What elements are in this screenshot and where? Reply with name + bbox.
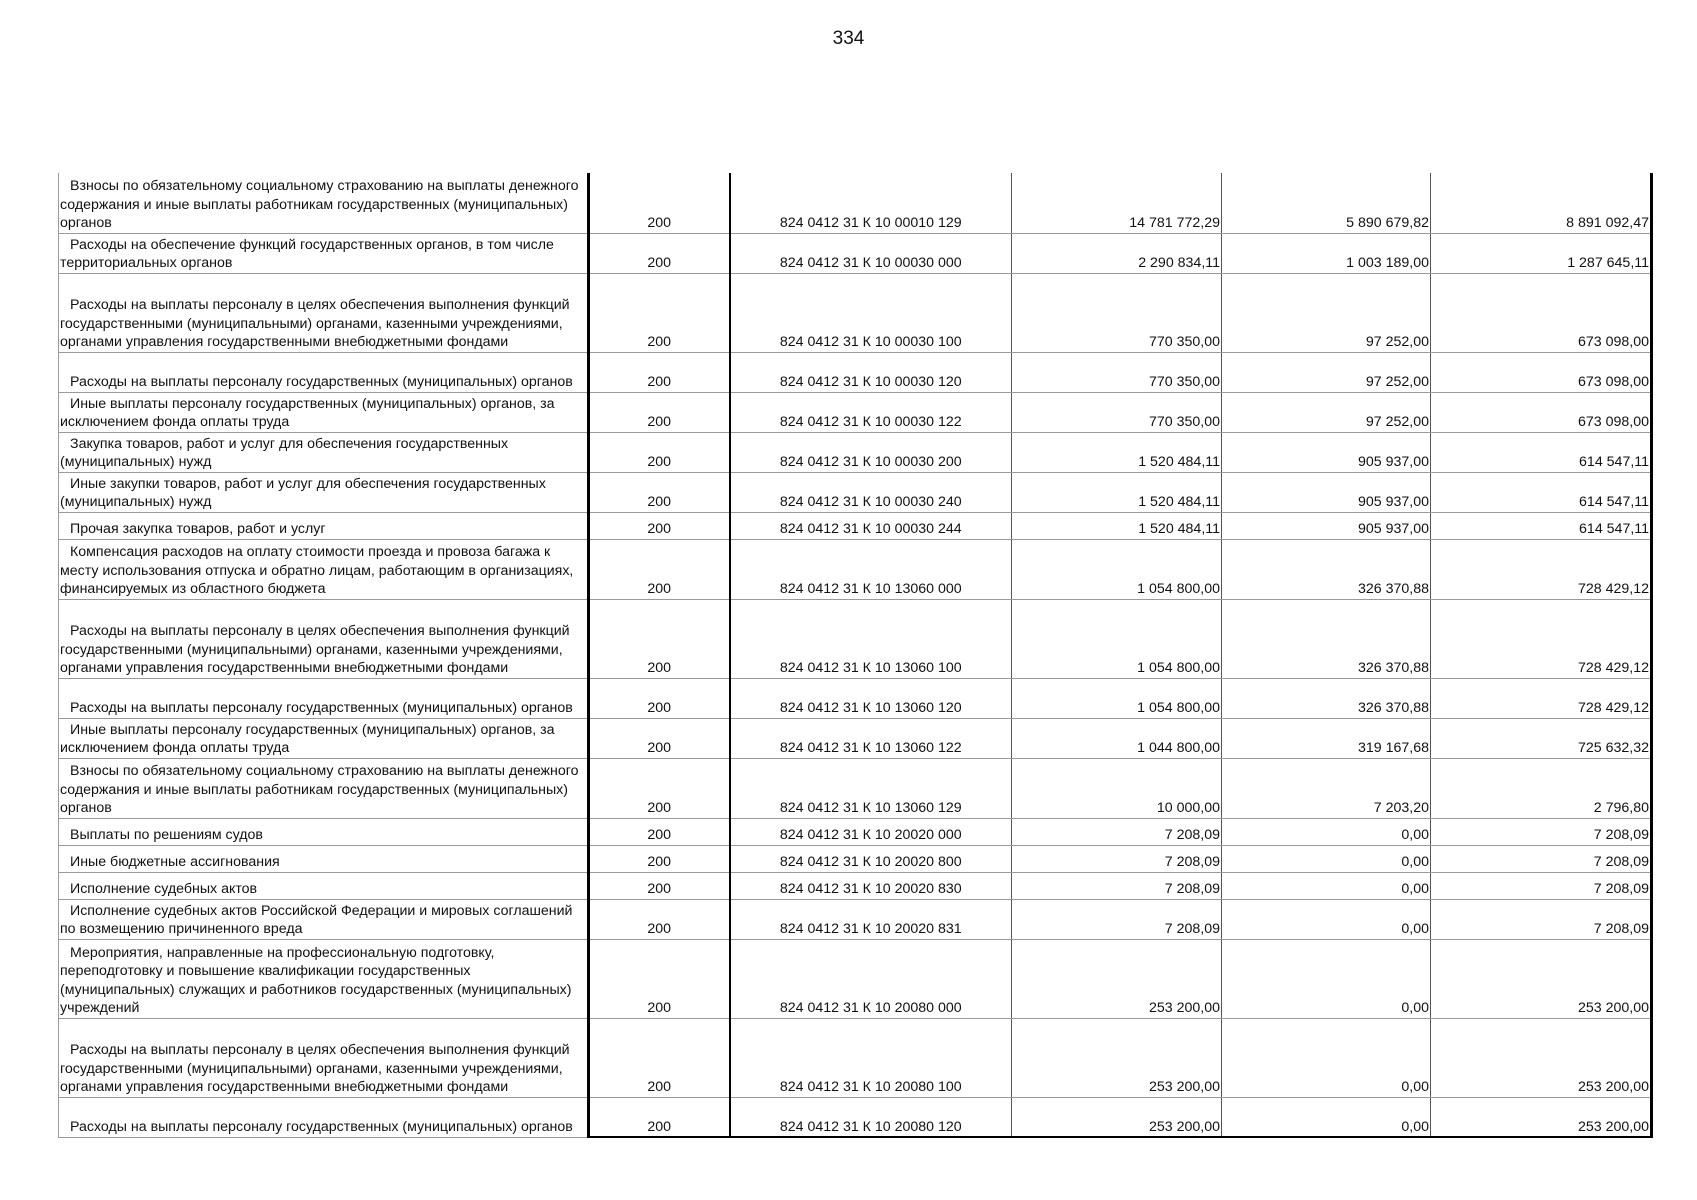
expense-name-text: Иные выплаты персоналу государственных (муниципальных) органов, за исключением фонда оплаты труда [60, 721, 555, 756]
expense-name-text: Расходы на выплаты персоналу государственных (муниципальных) органов [70, 374, 573, 390]
expense-name-text: Иные бюджетные ассигнования [70, 854, 280, 870]
line-code-cell: 200 [589, 899, 730, 939]
table-row [59, 818, 1652, 845]
unexecuted-amount-cell: 7 208,09 [1431, 899, 1652, 939]
expense-name-cell [59, 352, 589, 392]
line-code-cell: 200 [589, 939, 730, 1018]
budget-classification-code-cell: 824 0412 31 К 10 00030 244 [730, 512, 1012, 539]
budget-classification-code-cell: 824 0412 31 К 10 13060 129 [730, 758, 1012, 818]
unexecuted-amount-cell: 614 547,11 [1431, 472, 1652, 512]
budget-classification-code-cell: 824 0412 31 К 10 20080 100 [730, 1018, 1012, 1097]
executed-amount-cell: 905 937,00 [1222, 472, 1431, 512]
approved-amount-cell: 1 054 800,00 [1012, 599, 1222, 678]
table-row [59, 173, 1652, 233]
expense-name-text: Прочая закупка товаров, работ и услуг [70, 521, 326, 537]
executed-amount-cell: 0,00 [1222, 899, 1431, 939]
table-body [59, 173, 1652, 1137]
unexecuted-amount-cell: 728 429,12 [1431, 678, 1652, 718]
executed-amount-cell: 0,00 [1222, 872, 1431, 899]
expense-name-cell [59, 939, 589, 1018]
approved-amount-cell: 1 044 800,00 [1012, 718, 1222, 758]
budget-classification-code-cell: 824 0412 31 К 10 00030 122 [730, 392, 1012, 432]
expense-name-cell [59, 1097, 589, 1137]
expense-name-text: Иные закупки товаров, работ и услуг для обеспечения государственных (муниципальных) нужд [60, 475, 546, 510]
unexecuted-amount-cell: 253 200,00 [1431, 1097, 1652, 1137]
approved-amount-cell: 1 054 800,00 [1012, 539, 1222, 599]
line-code-cell: 200 [589, 233, 730, 273]
line-code-cell: 200 [589, 1097, 730, 1137]
approved-amount-cell: 770 350,00 [1012, 352, 1222, 392]
approved-amount-cell: 2 290 834,11 [1012, 233, 1222, 273]
line-code-cell: 200 [589, 718, 730, 758]
expense-name-text: Расходы на выплаты персоналу в целях обеспечения выполнения функций государственными (муниципальными) органами, казенными учреждениями, органами управления государственными внебюджетными фондами [60, 297, 570, 350]
expense-name-cell [59, 758, 589, 818]
budget-classification-code-cell: 824 0412 31 К 10 13060 100 [730, 599, 1012, 678]
executed-amount-cell: 326 370,88 [1222, 599, 1431, 678]
expense-name-cell [59, 899, 589, 939]
line-code-cell: 200 [589, 678, 730, 718]
executed-amount-cell: 0,00 [1222, 1018, 1431, 1097]
budget-classification-code-cell: 824 0412 31 К 10 00030 000 [730, 233, 1012, 273]
unexecuted-amount-cell: 8 891 092,47 [1431, 173, 1652, 233]
executed-amount-cell: 905 937,00 [1222, 432, 1431, 472]
approved-amount-cell: 14 781 772,29 [1012, 173, 1222, 233]
expense-name-text: Расходы на выплаты персоналу государственных (муниципальных) органов [70, 700, 573, 716]
expense-name-cell [59, 432, 589, 472]
budget-classification-code-cell: 824 0412 31 К 10 13060 120 [730, 678, 1012, 718]
table-row [59, 678, 1652, 718]
unexecuted-amount-cell: 728 429,12 [1431, 599, 1652, 678]
line-code-cell: 200 [589, 599, 730, 678]
table-row [59, 472, 1652, 512]
unexecuted-amount-cell: 7 208,09 [1431, 845, 1652, 872]
approved-amount-cell: 7 208,09 [1012, 899, 1222, 939]
unexecuted-amount-cell: 673 098,00 [1431, 273, 1652, 352]
expense-name-cell [59, 392, 589, 432]
approved-amount-cell: 253 200,00 [1012, 1097, 1222, 1137]
budget-classification-code-cell: 824 0412 31 К 10 00030 200 [730, 432, 1012, 472]
executed-amount-cell: 0,00 [1222, 939, 1431, 1018]
executed-amount-cell: 326 370,88 [1222, 539, 1431, 599]
expense-name-cell [59, 872, 589, 899]
expense-name-cell [59, 678, 589, 718]
unexecuted-amount-cell: 614 547,11 [1431, 432, 1652, 472]
approved-amount-cell: 7 208,09 [1012, 845, 1222, 872]
table-row [59, 872, 1652, 899]
approved-amount-cell: 1 520 484,11 [1012, 472, 1222, 512]
table-row [59, 512, 1652, 539]
unexecuted-amount-cell: 614 547,11 [1431, 512, 1652, 539]
line-code-cell: 200 [589, 758, 730, 818]
table-row [59, 939, 1652, 1018]
line-code-cell: 200 [589, 352, 730, 392]
expense-name-text: Мероприятия, направленные на профессиональную подготовку, переподготовку и повышение квалификации государственных (муниципальных) служащих и работников государственных (муниципальных) учреждений [60, 944, 572, 1016]
line-code-cell: 200 [589, 472, 730, 512]
unexecuted-amount-cell: 253 200,00 [1431, 939, 1652, 1018]
approved-amount-cell: 10 000,00 [1012, 758, 1222, 818]
budget-classification-code-cell: 824 0412 31 К 10 00030 240 [730, 472, 1012, 512]
unexecuted-amount-cell: 673 098,00 [1431, 352, 1652, 392]
expense-name-text: Расходы на выплаты персоналу в целях обеспечения выполнения функций государственными (муниципальными) органами, казенными учреждениями, органами управления государственными внебюджетными фондами [60, 623, 570, 676]
budget-classification-code-cell: 824 0412 31 К 10 20020 831 [730, 899, 1012, 939]
table-row [59, 432, 1652, 472]
budget-classification-code-cell: 824 0412 31 К 10 20080 120 [730, 1097, 1012, 1137]
budget-classification-code-cell: 824 0412 31 К 10 00030 100 [730, 273, 1012, 352]
line-code-cell: 200 [589, 432, 730, 472]
table-row [59, 1097, 1652, 1137]
unexecuted-amount-cell: 7 208,09 [1431, 818, 1652, 845]
unexecuted-amount-cell: 2 796,80 [1431, 758, 1652, 818]
budget-classification-code-cell: 824 0412 31 К 10 00010 129 [730, 173, 1012, 233]
executed-amount-cell: 0,00 [1222, 818, 1431, 845]
table-row [59, 352, 1652, 392]
expense-name-text: Расходы на обеспечение функций государственных органов, в том числе территориальных органов [60, 236, 554, 271]
approved-amount-cell: 253 200,00 [1012, 939, 1222, 1018]
budget-classification-code-cell: 824 0412 31 К 10 20080 000 [730, 939, 1012, 1018]
approved-amount-cell: 7 208,09 [1012, 818, 1222, 845]
executed-amount-cell: 905 937,00 [1222, 512, 1431, 539]
page-number: 334 [832, 28, 865, 49]
expense-name-cell [59, 539, 589, 599]
unexecuted-amount-cell: 1 287 645,11 [1431, 233, 1652, 273]
executed-amount-cell: 0,00 [1222, 845, 1431, 872]
budget-classification-code-cell: 824 0412 31 К 10 13060 000 [730, 539, 1012, 599]
approved-amount-cell: 7 208,09 [1012, 872, 1222, 899]
expense-name-cell [59, 512, 589, 539]
budget-classification-code-cell: 824 0412 31 К 10 20020 800 [730, 845, 1012, 872]
budget-classification-code-cell: 824 0412 31 К 10 20020 000 [730, 818, 1012, 845]
table-row [59, 273, 1652, 352]
line-code-cell: 200 [589, 173, 730, 233]
table-row [59, 599, 1652, 678]
expense-name-cell [59, 818, 589, 845]
expense-name-cell [59, 173, 589, 233]
line-code-cell: 200 [589, 1018, 730, 1097]
line-code-cell: 200 [589, 539, 730, 599]
approved-amount-cell: 253 200,00 [1012, 1018, 1222, 1097]
expense-name-text: Взносы по обязательному социальному страхованию на выплаты денежного содержания и иные выплаты работникам государственных (муниципальных) органов [60, 763, 579, 816]
expense-name-cell [59, 599, 589, 678]
expense-name-text: Исполнение судебных актов [70, 881, 258, 897]
executed-amount-cell: 97 252,00 [1222, 273, 1431, 352]
table-row [59, 718, 1652, 758]
unexecuted-amount-cell: 253 200,00 [1431, 1018, 1652, 1097]
expense-name-cell [59, 718, 589, 758]
unexecuted-amount-cell: 673 098,00 [1431, 392, 1652, 432]
table-row [59, 1018, 1652, 1097]
executed-amount-cell: 319 167,68 [1222, 718, 1431, 758]
expense-name-cell [59, 273, 589, 352]
line-code-cell: 200 [589, 818, 730, 845]
budget-classification-code-cell: 824 0412 31 К 10 00030 120 [730, 352, 1012, 392]
expense-name-cell [59, 845, 589, 872]
executed-amount-cell: 326 370,88 [1222, 678, 1431, 718]
budget-classification-code-cell: 824 0412 31 К 10 20020 830 [730, 872, 1012, 899]
executed-amount-cell: 0,00 [1222, 1097, 1431, 1137]
line-code-cell: 200 [589, 512, 730, 539]
table-row [59, 539, 1652, 599]
executed-amount-cell: 1 003 189,00 [1222, 233, 1431, 273]
approved-amount-cell: 770 350,00 [1012, 273, 1222, 352]
expense-name-text: Компенсация расходов на оплату стоимости проезда и провоза багажа к месту использования отпуска и обратно лицам, работающим в организациях, финансируемых из областного бюджета [60, 544, 574, 597]
table-row [59, 758, 1652, 818]
table-row [59, 899, 1652, 939]
line-code-cell: 200 [589, 845, 730, 872]
expense-name-text: Выплаты по решениям судов [70, 827, 263, 843]
approved-amount-cell: 1 520 484,11 [1012, 432, 1222, 472]
expense-name-cell [59, 233, 589, 273]
line-code-cell: 200 [589, 392, 730, 432]
expense-name-text: Исполнение судебных актов Российской Федерации и мировых соглашений по возмещению причиненного вреда [60, 902, 573, 937]
expense-name-text: Взносы по обязательному социальному страхованию на выплаты денежного содержания и иные выплаты работникам государственных (муниципальных) органов [60, 178, 579, 231]
expense-name-text: Расходы на выплаты персоналу в целях обеспечения выполнения функций государственными (муниципальными) органами, казенными учреждениями, органами управления государственными внебюджетными фондами [60, 1042, 570, 1095]
line-code-cell: 200 [589, 872, 730, 899]
approved-amount-cell: 1 054 800,00 [1012, 678, 1222, 718]
approved-amount-cell: 770 350,00 [1012, 392, 1222, 432]
expense-name-text: Иные выплаты персоналу государственных (муниципальных) органов, за исключением фонда оплаты труда [60, 395, 555, 430]
budget-classification-code-cell: 824 0412 31 К 10 13060 122 [730, 718, 1012, 758]
expense-name-text: Закупка товаров, работ и услуг для обеспечения государственных (муниципальных) нужд [60, 435, 509, 470]
line-code-cell: 200 [589, 273, 730, 352]
table-row [59, 233, 1652, 273]
table-row [59, 845, 1652, 872]
expense-name-cell [59, 1018, 589, 1097]
unexecuted-amount-cell: 728 429,12 [1431, 539, 1652, 599]
executed-amount-cell: 7 203,20 [1222, 758, 1431, 818]
table-row [59, 392, 1652, 432]
executed-amount-cell: 5 890 679,82 [1222, 173, 1431, 233]
executed-amount-cell: 97 252,00 [1222, 392, 1431, 432]
executed-amount-cell: 97 252,00 [1222, 352, 1431, 392]
budget-execution-table [58, 173, 1653, 1138]
expense-name-text: Расходы на выплаты персоналу государственных (муниципальных) органов [70, 1119, 573, 1135]
unexecuted-amount-cell: 725 632,32 [1431, 718, 1652, 758]
approved-amount-cell: 1 520 484,11 [1012, 512, 1222, 539]
expense-name-cell [59, 472, 589, 512]
unexecuted-amount-cell: 7 208,09 [1431, 872, 1652, 899]
